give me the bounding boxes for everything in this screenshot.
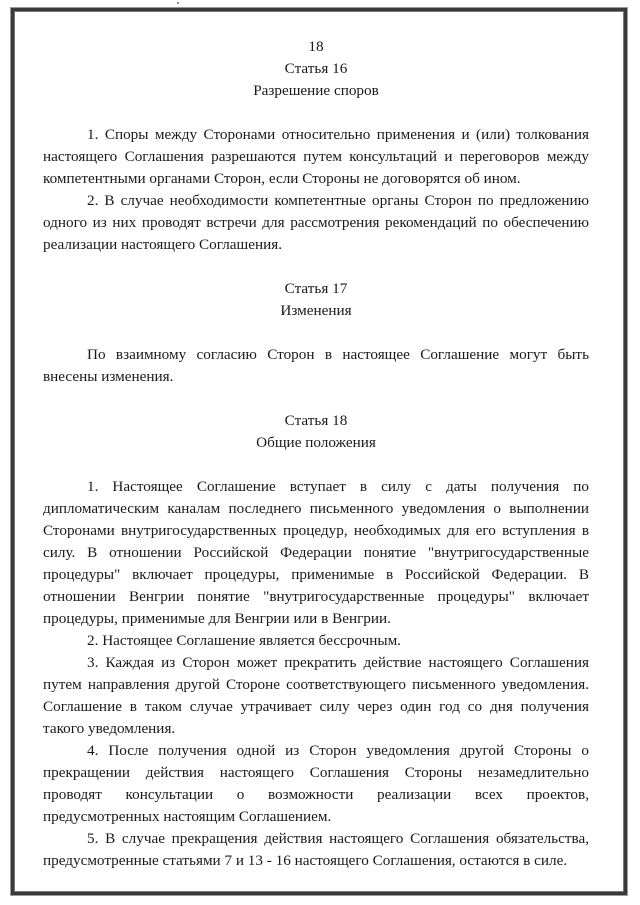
paragraph: 2. В случае необходимости компетентные органы Сторон по предложению одного из них проводят встречи для рассмотрения рекомендаций по обеспечению реализации настоящего Соглашения.	[43, 192, 589, 253]
paragraph: 1. Споры между Сторонами относительно применения и (или) толкования настоящего Соглашения разрешаются путем консультаций и переговоров между компетентными органами Сторон, если Стороны не договорятся об ином.	[43, 126, 589, 187]
paragraph: 4. После получения одной из Сторон уведомления другой Стороны о прекращении действия настоящего Соглашения Стороны незамедлительно проводят консультации о возможности реализации всех проектов, предусмотренных настоящим Соглашением.	[43, 742, 589, 825]
paragraph: 2. Настоящее Соглашение является бессрочным.	[87, 632, 401, 649]
article-16	[43, 58, 589, 256]
paragraph: 3. Каждая из Сторон может прекратить действие настоящего Соглашения путем направления другой Стороне соответствующего письменного уведомления. Соглашение в таком случае утрачивает силу через один год со дня получения такого уведомления.	[43, 654, 589, 737]
article-number: Статья 18	[284, 412, 348, 429]
document-body	[43, 36, 589, 872]
article-title: Общие положения	[256, 434, 376, 451]
article-title: Разрешение споров	[253, 82, 379, 99]
article-18	[43, 410, 589, 872]
paragraph: 1. Настоящее Соглашение вступает в силу с даты получения по дипломатическим каналам последнего письменного уведомления о выполнении Сторонами внутригосударственных процедур, необходимых для его вступления в силу. В отношении Российской Федерации понятие "внутригосударственные процедуры" включает процедуры, применимые в Российской Федерации. В отношении Венгрии понятие "внутригосударственные процедуры" включает процедуры, применимые для Венгрии или в Венгрии.	[43, 478, 589, 627]
scan-artifact	[177, 2, 179, 4]
article-number: Статья 17	[284, 280, 348, 297]
article-17	[43, 278, 589, 388]
paragraph: 5. В случае прекращения действия настоящего Соглашения обязательства, предусмотренные статьями 7 и 13 - 16 настоящего Соглашения, остаются в силе.	[43, 830, 589, 869]
article-number: Статья 16	[284, 60, 348, 77]
article-title: Изменения	[280, 302, 352, 319]
page-number: 18	[308, 38, 324, 55]
paragraph: По взаимному согласию Сторон в настоящее Соглашение могут быть внесены изменения.	[43, 346, 589, 385]
